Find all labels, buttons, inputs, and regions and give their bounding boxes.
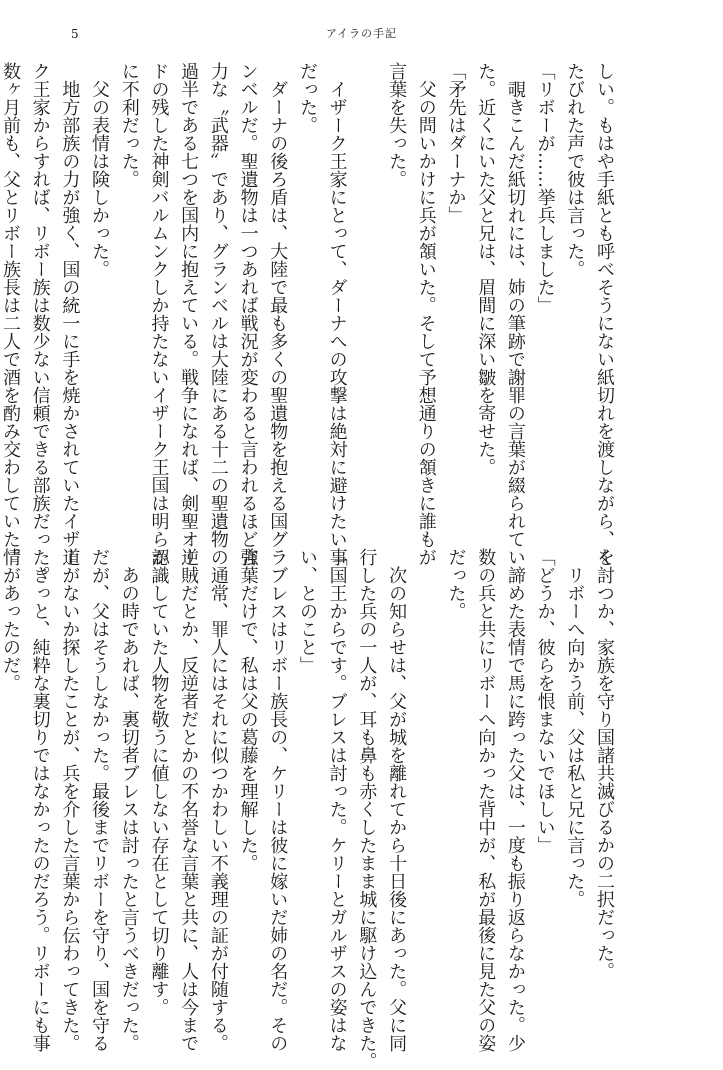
text-line: だった。 (296, 62, 318, 134)
text-line: しい。もはや手紙とも呼べそうにない紙切れを渡しながら、く (594, 62, 615, 566)
text-line: だが、父はそうしなかった。最後までリボーを守り、国を守る (89, 548, 111, 1052)
text-line: 「リボーが……挙兵しました」 (534, 62, 556, 314)
text-line: 覗きこんだ紙切れには、姉の筆跡で謝罪の言葉が綴られてい (504, 62, 526, 566)
text-line: 「矛先はダーナか」 (445, 62, 467, 224)
text-line: た。近くにいた父と兄は、眉間に深い皺を寄せた。 (475, 62, 497, 476)
text-line: 言葉を失った。 (386, 62, 408, 188)
text-line: ブレスはリボー族長の、ケリーは彼に嫁いだ姉の名だ。その (267, 548, 289, 1052)
text-line: 数の兵と共にリボーへ向かった背中が、私が最後に見た父の姿 (475, 548, 497, 1052)
text-line: 通常、罪人にはそれに似つかわしい不義理の証が付随する。 (207, 548, 229, 1052)
text-line: イザーク王家にとって、ダーナへの攻撃は絶対に避けたい事 (326, 62, 348, 566)
text-line: あの時であれば、裏切者ブレスは討ったと言うべきだった。 (118, 548, 140, 1052)
text-line: 言葉だけで、私は父の葛藤を理解した。 (237, 548, 259, 872)
text-line: 「どうか、彼らを恨まないでほしい」 (534, 548, 556, 854)
text-line: ンベルだ。聖遺物は一つあれば戦況が変わると言われるほど強 (237, 62, 259, 566)
text-line: 過半である七つを国内に抱えている。戦争になれば、剣聖オー (178, 62, 200, 566)
text-line: 力な〝武器〟であり、グランベルは大陸にある十二の聖遺物の (207, 62, 229, 566)
text-line: 認識していた人物を敬うに値しない存在として切り離す。 (148, 548, 170, 1016)
text-block-top (0, 62, 619, 584)
text-line: を討つか、家族を守り国諸共滅びるかの二択だった。 (594, 548, 615, 980)
text-line: 情があったのだ。 (0, 548, 21, 692)
text-line: リボーへ向かう前、父は私と兄に言った。 (564, 548, 586, 908)
page-number: 5 (71, 27, 79, 41)
text-line: 父の問いかけに兵が頷いた。そして予想通りの頷きに誰もが (415, 62, 437, 566)
text-line: 地方部族の力が強く、国の統一に手を焼かされていたイザー (59, 62, 81, 566)
text-line: ダーナの後ろ盾は、大陸で最も多くの聖遺物を抱える国グラ (267, 62, 289, 566)
text-line: に不利だった。 (118, 62, 140, 188)
text-line: 逆賊だとか、反逆者だとかの不名誉な言葉と共に、人は今まで (178, 548, 200, 1052)
text-block-bottom (0, 548, 619, 1070)
text-line: 「国王からです。ブレスは討った。ケリーとガルザスの姿はな (326, 548, 348, 1052)
text-line: たびれた声で彼は言った。 (564, 62, 586, 278)
text-line: 行した兵の一人が、耳も鼻も赤くしたまま城に駆け込んできた。 (356, 548, 378, 1070)
running-title: アイラの手記 (325, 27, 397, 40)
text-line: だった。 (445, 548, 467, 620)
text-line: ク王家からすれば、リボー族は数少ない信頼できる部族だった。 (29, 62, 51, 584)
text-line: ドの残した神剣バルムンクしか持たないイザーク王国は明らか (148, 62, 170, 566)
text-line: 父の表情は険しかった。 (89, 62, 111, 278)
text-line: 次の知らせは、父が城を離れてから十日後にあった。父に同 (386, 548, 408, 1052)
text-line: い、とのこと」 (296, 548, 318, 674)
blank-line (352, 62, 382, 472)
text-line: 道がないか探したことが、兵を介した言葉から伝わってきた。 (59, 548, 81, 1052)
text-line: きっと、純粋な裏切りではなかったのだろう。リボーにも事 (29, 548, 51, 1052)
text-line: 数ヶ月前も、父とリボー族長は二人で酒を酌み交わしていた。 (0, 62, 21, 566)
text-line: 諦めた表情で馬に跨った父は、一度も振り返らなかった。少 (504, 548, 526, 1052)
blank-line (411, 548, 441, 958)
